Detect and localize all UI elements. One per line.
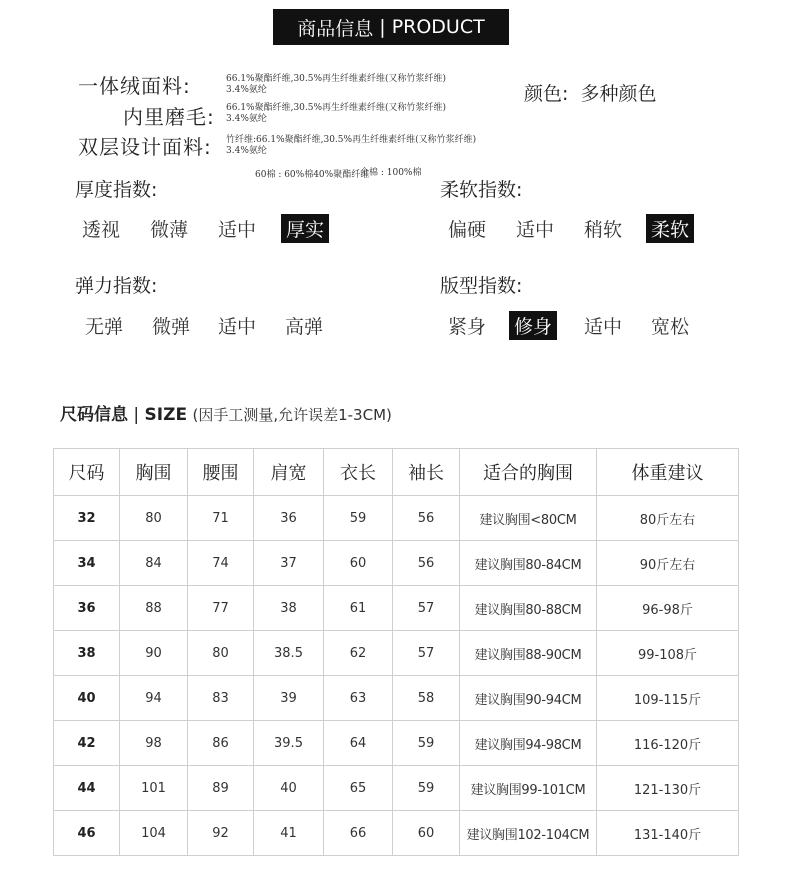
cotton-100-note: 全棉 : 100%棉 (360, 168, 422, 178)
thickness-opt-1: 透视 (82, 219, 121, 241)
cell-weight: 80斤左右 (597, 496, 739, 541)
cell-length: 63 (324, 676, 393, 721)
cell-waist: 77 (188, 586, 254, 631)
size-note: (因手工测量,允许误差1-3CM) (192, 406, 392, 424)
product-info-banner (273, 9, 509, 45)
elasticity-opt-1: 无弹 (85, 316, 124, 338)
cell-size: 36 (54, 586, 120, 631)
cell-weight: 131-140斤 (597, 811, 739, 856)
cell-sleeve: 56 (393, 541, 460, 586)
table-row (54, 631, 739, 676)
cell-length: 64 (324, 721, 393, 766)
cell-waist: 80 (188, 631, 254, 676)
cell-bust: 104 (120, 811, 188, 856)
cell-size: 34 (54, 541, 120, 586)
cell-bust: 90 (120, 631, 188, 676)
fit-opt-1: 紧身 (448, 316, 487, 338)
table-row (54, 721, 739, 766)
cell-fit-chest: 建议胸围99-101CM (460, 766, 597, 811)
cell-length: 65 (324, 766, 393, 811)
cell-sleeve: 57 (393, 631, 460, 676)
size-table-header (54, 449, 739, 496)
cell-shoulder: 41 (254, 811, 324, 856)
cell-length: 61 (324, 586, 393, 631)
elasticity-title: 弹力指数: (75, 275, 158, 297)
cell-length: 66 (324, 811, 393, 856)
cell-weight: 109-115斤 (597, 676, 739, 721)
cell-fit-chest: 建议胸围102-104CM (460, 811, 597, 856)
color-label: 颜色: (524, 83, 569, 105)
cell-shoulder: 39 (254, 676, 324, 721)
table-row (54, 766, 739, 811)
cell-fit-chest: 建议胸围90-94CM (460, 676, 597, 721)
cell-size: 44 (54, 766, 120, 811)
fit-opt-4: 宽松 (651, 316, 690, 338)
cell-waist: 92 (188, 811, 254, 856)
elasticity-opt-2: 微弹 (152, 316, 191, 338)
size-title-cn: 尺码信息 (60, 405, 128, 425)
banner-separator: | (379, 16, 386, 38)
table-row (54, 496, 739, 541)
cell-length: 60 (324, 541, 393, 586)
table-row (54, 811, 739, 856)
cell-shoulder: 39.5 (254, 721, 324, 766)
fit-opt-3: 适中 (584, 316, 623, 338)
table-row (54, 541, 739, 586)
outer-fabric-line2: 3.4%氨纶 (226, 85, 267, 95)
cell-shoulder: 37 (254, 541, 324, 586)
fit-title: 版型指数: (440, 275, 523, 297)
cell-bust: 88 (120, 586, 188, 631)
cell-sleeve: 58 (393, 676, 460, 721)
color-info (524, 79, 656, 106)
cell-bust: 94 (120, 676, 188, 721)
table-row (54, 676, 739, 721)
header-shoulder: 肩宽 (254, 449, 324, 496)
cell-weight: 121-130斤 (597, 766, 739, 811)
softness-opt-2: 适中 (516, 219, 555, 241)
cell-sleeve: 59 (393, 766, 460, 811)
thickness-opt-4-selected: 厚实 (281, 214, 329, 243)
cell-waist: 89 (188, 766, 254, 811)
cotton-60-note: 60棉 : 60%棉40%聚酯纤维 (255, 170, 370, 180)
elasticity-opt-3: 适中 (218, 316, 257, 338)
cell-shoulder: 38 (254, 586, 324, 631)
cell-weight: 90斤左右 (597, 541, 739, 586)
header-waist: 腰围 (188, 449, 254, 496)
header-length: 衣长 (324, 449, 393, 496)
cell-weight: 116-120斤 (597, 721, 739, 766)
cell-shoulder: 38.5 (254, 631, 324, 676)
banner-title-en: PRODUCT (391, 16, 485, 38)
header-size: 尺码 (54, 449, 120, 496)
cell-fit-chest: 建议胸围80-84CM (460, 541, 597, 586)
cell-weight: 96-98斤 (597, 586, 739, 631)
lining-line1: 66.1%聚酯纤维,30.5%再生纤维素纤维(又称竹浆纤维) (226, 103, 447, 113)
size-info-title (60, 400, 392, 425)
thickness-title: 厚度指数: (75, 179, 158, 201)
cell-sleeve: 56 (393, 496, 460, 541)
header-fit-chest: 适合的胸围 (460, 449, 597, 496)
cell-bust: 101 (120, 766, 188, 811)
fit-opt-2-selected: 修身 (509, 311, 557, 340)
thickness-opt-3: 适中 (218, 219, 257, 241)
softness-opt-1: 偏硬 (448, 219, 487, 241)
cell-fit-chest: 建议胸围94-98CM (460, 721, 597, 766)
outer-fabric-label: 一体绒面料: (78, 74, 191, 98)
cell-weight: 99-108斤 (597, 631, 739, 676)
header-bust: 胸围 (120, 449, 188, 496)
cell-waist: 83 (188, 676, 254, 721)
double-layer-label: 双层设计面料: (78, 135, 212, 159)
cell-shoulder: 36 (254, 496, 324, 541)
cell-waist: 71 (188, 496, 254, 541)
header-sleeve: 袖长 (393, 449, 460, 496)
banner-title-cn: 商品信息 (297, 17, 374, 40)
thickness-opt-2: 微薄 (150, 219, 189, 241)
cell-bust: 80 (120, 496, 188, 541)
cell-sleeve: 59 (393, 721, 460, 766)
size-title-en: SIZE (144, 405, 188, 425)
color-value: 多种颜色 (580, 83, 657, 105)
lining-label: 内里磨毛: (123, 105, 215, 129)
cell-size: 42 (54, 721, 120, 766)
cell-waist: 74 (188, 541, 254, 586)
cell-size: 38 (54, 631, 120, 676)
cell-size: 46 (54, 811, 120, 856)
softness-opt-3: 稍软 (584, 219, 623, 241)
table-row (54, 586, 739, 631)
outer-fabric-line1: 66.1%聚酯纤维,30.5%再生纤维素纤维(又称竹浆纤维) (226, 74, 447, 84)
cell-bust: 84 (120, 541, 188, 586)
cell-fit-chest: 建议胸围80-88CM (460, 586, 597, 631)
double-layer-line1: 竹纤维:66.1%聚酯纤维,30.5%再生纤维素纤维(又称竹浆纤维) (226, 135, 477, 145)
cell-fit-chest: 建议胸围88-90CM (460, 631, 597, 676)
double-layer-line2: 3.4%氨纶 (226, 146, 267, 156)
header-weight: 体重建议 (597, 449, 739, 496)
lining-line2: 3.4%氨纶 (226, 114, 267, 124)
cell-bust: 98 (120, 721, 188, 766)
cell-length: 59 (324, 496, 393, 541)
cell-waist: 86 (188, 721, 254, 766)
cell-size: 32 (54, 496, 120, 541)
cell-length: 62 (324, 631, 393, 676)
cell-sleeve: 60 (393, 811, 460, 856)
size-table (53, 448, 739, 856)
cell-sleeve: 57 (393, 586, 460, 631)
softness-opt-4-selected: 柔软 (646, 214, 694, 243)
size-title-separator: | (133, 405, 140, 425)
elasticity-opt-4: 高弹 (285, 316, 324, 338)
cell-fit-chest: 建议胸围<80CM (460, 496, 597, 541)
cell-size: 40 (54, 676, 120, 721)
cell-shoulder: 40 (254, 766, 324, 811)
softness-title: 柔软指数: (440, 179, 523, 201)
